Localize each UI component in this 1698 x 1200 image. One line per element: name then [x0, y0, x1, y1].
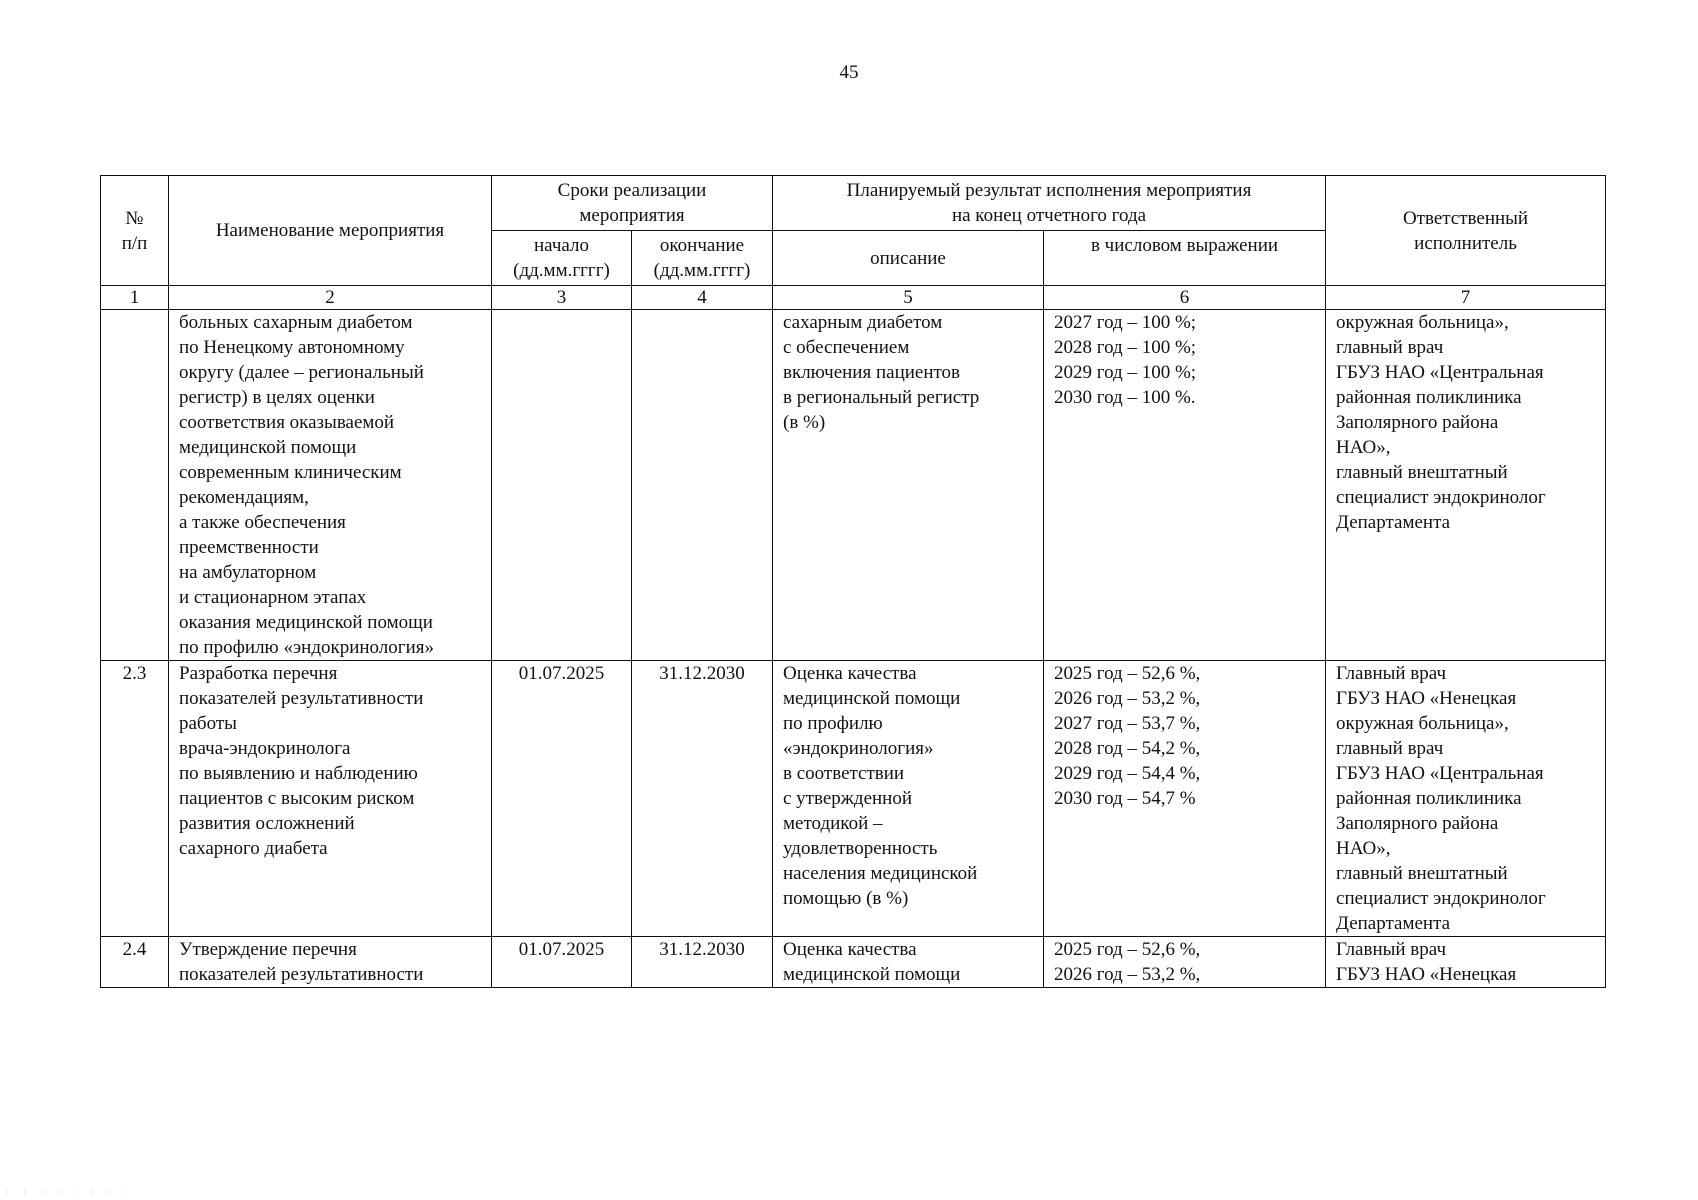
event-name-line: по Ненецкому автономному — [179, 337, 405, 358]
event-name-line: больных сахарным диабетом — [179, 312, 413, 333]
events-table — [100, 175, 1606, 988]
responsible-line: НАО», — [1336, 437, 1391, 458]
result-description-line: помощью (в %) — [783, 888, 909, 909]
responsible-line: районная поликлиника — [1336, 387, 1522, 408]
responsible-line: районная поликлиника — [1336, 788, 1522, 809]
event-name-line: на амбулаторном — [179, 562, 317, 583]
result-description-line: медицинской помощи — [783, 964, 961, 985]
event-name-line: по профилю «эндокринология» — [179, 637, 434, 658]
table-row — [101, 661, 1606, 937]
event-name-line: соответствия оказываемой — [179, 412, 395, 433]
header-description: описание — [773, 231, 1044, 286]
event-name-line: рекомендациям, — [179, 487, 309, 508]
event-name-line: показателей результативности — [179, 964, 424, 985]
event-name-line: регистр) в целях оценки — [179, 387, 375, 408]
result-description — [773, 937, 1044, 988]
header-name: Наименование мероприятия — [169, 176, 492, 286]
event-name — [169, 661, 492, 937]
event-name-line: развития осложнений — [179, 813, 355, 834]
event-name-line: врача-эндокринолога — [179, 738, 351, 759]
column-number: 4 — [632, 286, 773, 310]
event-name-line: современным клиническим — [179, 462, 402, 483]
result-values-line: 2029 год – 54,4 %, — [1054, 763, 1201, 784]
event-name-line: оказания медицинской помощи — [179, 612, 433, 633]
result-values — [1044, 661, 1326, 937]
end-date: 31.12.2030 — [632, 661, 773, 937]
event-name-line: округу (далее – региональный — [179, 362, 424, 383]
event-name-line: преемственности — [179, 537, 319, 558]
responsible-line: Главный врач — [1336, 663, 1447, 684]
table-row — [101, 310, 1606, 661]
result-description — [773, 310, 1044, 661]
header-start: начало (дд.мм.гггг) — [492, 231, 632, 286]
column-number: 5 — [773, 286, 1044, 310]
responsible-line: специалист эндокринолог — [1336, 487, 1546, 508]
header-num: № п/п — [101, 176, 169, 286]
event-name-line: показателей результативности — [179, 688, 424, 709]
page-number: 45 — [839, 62, 859, 83]
result-description-line: методикой – — [783, 813, 883, 834]
header-result: Планируемый результат исполнения мероприятия на конец отчетного года — [773, 176, 1326, 231]
responsible-line: ГБУЗ НАО «Ненецкая — [1336, 688, 1517, 709]
result-description-line: включения пациентов — [783, 362, 961, 383]
event-name-line: медицинской помощи — [179, 437, 357, 458]
column-number: 1 — [101, 286, 169, 310]
result-values-line: 2026 год – 53,2 %, — [1054, 964, 1201, 985]
event-name-line: по выявлению и наблюдению — [179, 763, 418, 784]
scan-artifact: · · · · · · · · — [6, 1188, 135, 1197]
start-date: 01.07.2025 — [492, 661, 632, 937]
responsible-line: Департамента — [1336, 913, 1451, 934]
result-values — [1044, 937, 1326, 988]
responsible-line: Заполярного района — [1336, 813, 1499, 834]
start-date: 01.07.2025 — [492, 937, 632, 988]
event-name — [169, 937, 492, 988]
responsible-line: специалист эндокринолог — [1336, 888, 1546, 909]
result-description-line: в соответствии — [783, 763, 905, 784]
header-responsible: Ответственный исполнитель — [1326, 176, 1606, 286]
result-values-line: 2028 год – 54,2 %, — [1054, 738, 1201, 759]
row-number: 2.4 — [101, 937, 169, 988]
responsible-line: окружная больница», — [1336, 713, 1509, 734]
end-date: 31.12.2030 — [632, 937, 773, 988]
result-values-line: 2026 год – 53,2 %, — [1054, 688, 1201, 709]
result-description-line: населения медицинской — [783, 863, 978, 884]
result-values-line: 2027 год – 53,7 %, — [1054, 713, 1201, 734]
responsible-line: ГБУЗ НАО «Центральная — [1336, 362, 1544, 383]
event-name-line: Разработка перечня — [179, 663, 338, 684]
result-description-line: по профилю — [783, 713, 883, 734]
responsible-line: НАО», — [1336, 838, 1391, 859]
column-numbers-row — [101, 286, 1606, 310]
result-description-line: сахарным диабетом — [783, 312, 943, 333]
row-number: 2.3 — [101, 661, 169, 937]
result-values-line: 2027 год – 100 %; — [1054, 312, 1197, 333]
responsible-line: Департамента — [1336, 512, 1451, 533]
result-description-line: с обеспечением — [783, 337, 910, 358]
result-description — [773, 661, 1044, 937]
column-number: 2 — [169, 286, 492, 310]
end-date — [632, 310, 773, 661]
result-values-line: 2030 год – 100 %. — [1054, 387, 1196, 408]
result-values — [1044, 310, 1326, 661]
column-number: 7 — [1326, 286, 1606, 310]
result-description-line: медицинской помощи — [783, 688, 961, 709]
result-values-line: 2028 год – 100 %; — [1054, 337, 1197, 358]
responsible-line: Заполярного района — [1336, 412, 1499, 433]
responsible-line: главный внештатный — [1336, 863, 1508, 884]
header-value: в числовом выражении — [1044, 231, 1326, 286]
responsible — [1326, 310, 1606, 661]
responsible-line: главный внештатный — [1336, 462, 1508, 483]
event-name-line: и стационарном этапах — [179, 587, 367, 608]
result-values-line: 2025 год – 52,6 %, — [1054, 939, 1201, 960]
start-date — [492, 310, 632, 661]
result-values-line: 2025 год – 52,6 %, — [1054, 663, 1201, 684]
row-number — [101, 310, 169, 661]
result-description-line: с утвержденной — [783, 788, 913, 809]
responsible — [1326, 937, 1606, 988]
responsible-line: главный врач — [1336, 337, 1444, 358]
event-name-line: Утверждение перечня — [179, 939, 357, 960]
result-values-line: 2029 год – 100 %; — [1054, 362, 1197, 383]
result-description-line: (в %) — [783, 412, 826, 433]
table-body — [101, 310, 1606, 988]
responsible-line: ГБУЗ НАО «Ненецкая — [1336, 964, 1517, 985]
header-end: окончание (дд.мм.гггг) — [632, 231, 773, 286]
result-values-line: 2030 год – 54,7 % — [1054, 788, 1196, 809]
event-name-line: работы — [179, 713, 237, 734]
responsible-line: Главный врач — [1336, 939, 1447, 960]
result-description-line: удовлетворенность — [783, 838, 938, 859]
column-number: 3 — [492, 286, 632, 310]
header-terms: Сроки реализации мероприятия — [492, 176, 773, 231]
event-name-line: а также обеспечения — [179, 512, 346, 533]
result-description-line: «эндокринология» — [783, 738, 934, 759]
event-name — [169, 310, 492, 661]
responsible-line: окружная больница», — [1336, 312, 1509, 333]
event-name-line: сахарного диабета — [179, 838, 328, 859]
result-description-line: Оценка качества — [783, 663, 917, 684]
responsible-line: ГБУЗ НАО «Центральная — [1336, 763, 1544, 784]
result-description-line: в региональный регистр — [783, 387, 980, 408]
responsible-line: главный врач — [1336, 738, 1444, 759]
table-row — [101, 937, 1606, 988]
responsible — [1326, 661, 1606, 937]
result-description-line: Оценка качества — [783, 939, 917, 960]
column-number: 6 — [1044, 286, 1326, 310]
event-name-line: пациентов с высоким риском — [179, 788, 415, 809]
